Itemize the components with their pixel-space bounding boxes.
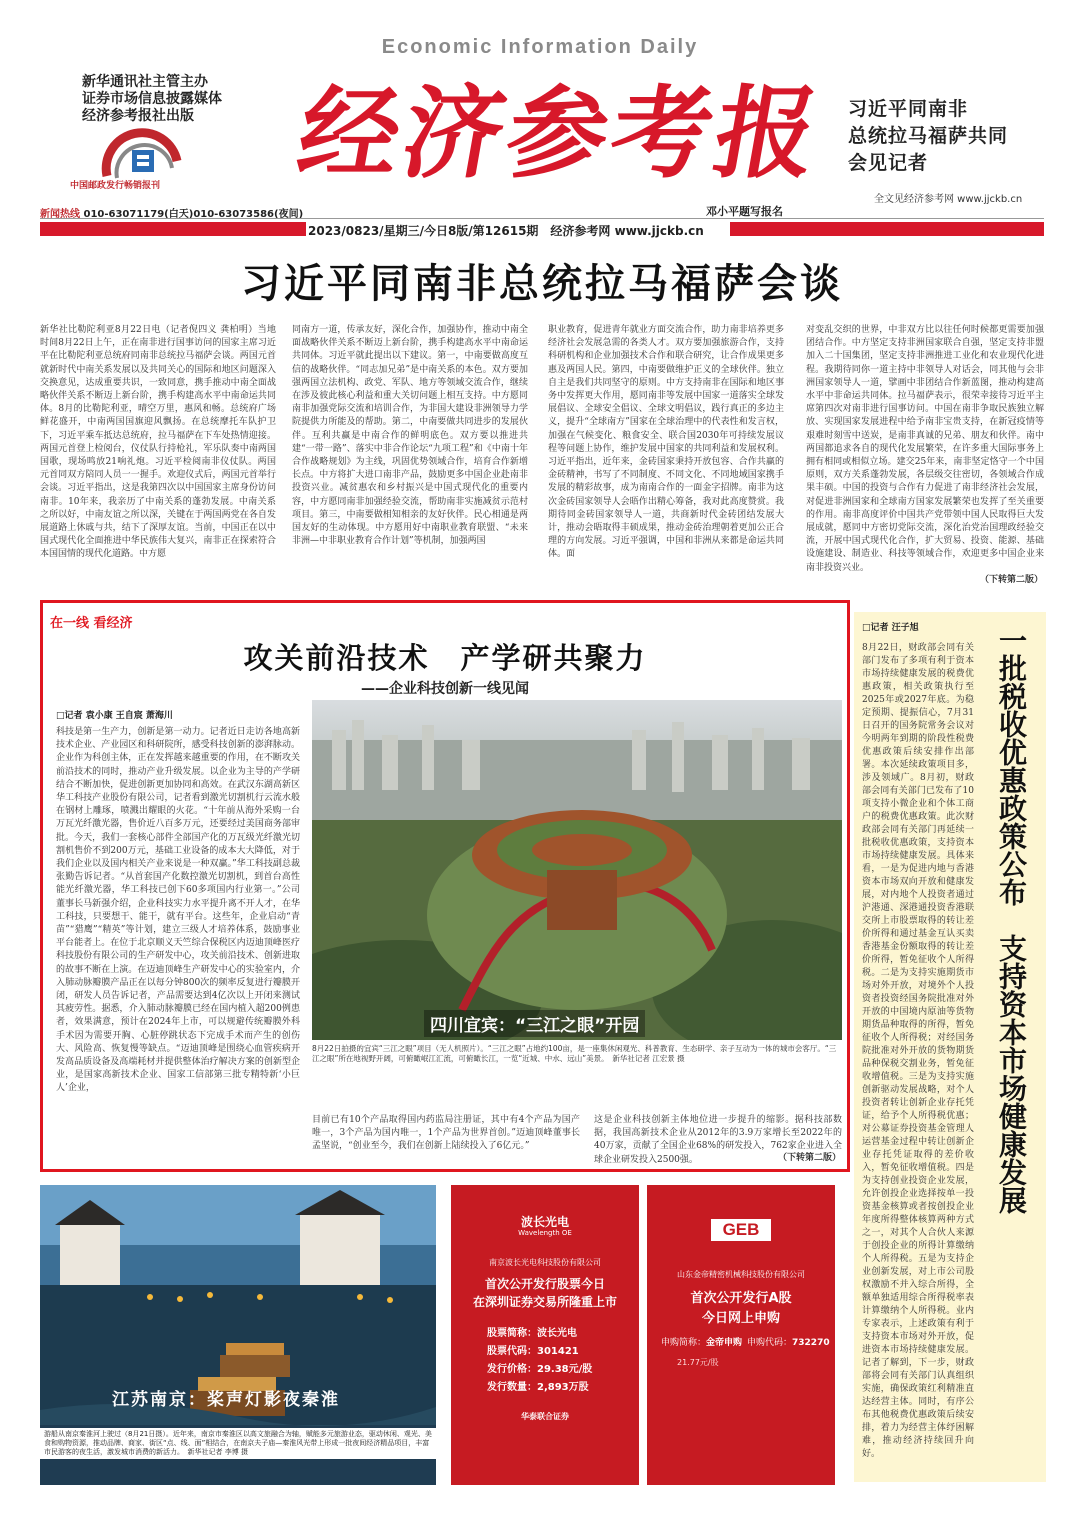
english-title: Economic Information Daily <box>381 36 699 58</box>
feature-byline: □记者 袁小康 王自宸 萧海川 <box>56 711 173 721</box>
nanjing-photo-title: 江苏南京：桨声灯影夜秦淮 <box>112 1390 340 1410</box>
geb-logo: GEB <box>711 1219 771 1241</box>
lead-headline[interactable]: 习近平同南非总统拉马福萨会谈 <box>241 261 843 307</box>
ad-company: 山东金帝精密机械科技股份有限公司 <box>677 1270 805 1279</box>
feature-headline[interactable]: 攻关前沿技术 产学研共聚力 <box>243 641 647 675</box>
publisher-info <box>82 74 222 125</box>
red-rule <box>730 222 1044 236</box>
publisher-line: 证券市场信息披露媒体 <box>82 91 222 107</box>
badge-caption: 中国邮政发行畅销报刊 <box>70 181 161 191</box>
aerial-photo-illustration <box>312 700 842 1040</box>
teaser-line: 总统拉马福萨共同 <box>848 125 1009 147</box>
nanjing-photo-caption: 游船从南京秦淮河上驶过（8月21日摄）。近年来，南京市秦淮区以高文旅融合为轴，赋能多元旅游业态，驱动休闲、观光、美食和购物资源，推动品牌、商家、街区“点、线、面”相结合，在南京夫子庙—秦淮风光带上形成一批夜间经济精品项目，丰富市民游客的夜生活，激发城市消费的新活力。 新华社记者 李博 摄 <box>40 1428 436 1459</box>
ad-row: 股票代码：301421 <box>487 1346 579 1357</box>
ad-headline: 首次公开发行A股 <box>690 1291 792 1306</box>
continue-note[interactable]: （下转第二版） <box>980 575 1044 585</box>
ad-row: 发行数量：2,893万股 <box>487 1382 589 1393</box>
lead-column: 职业教育，促进青年就业方面交流合作，助力南非培养更多经济社会发展急需的各类人才。双方要加强旅游合作，支持科研机构和企业加强技术合作和联合研究，让合作成果更多惠及两国人民。第四，中南要做维护正义的全球伙伴。独立自主是我们共同坚守的原则。中方支持南非在国际和地区事务中发挥更大作用，愿同南非等发展中国家一道落实全球发展倡议、全球安全倡议、全球文明倡议，践行真正的多边主义，提升“全球南方”国家在全球治理中的代表性和发言权，加强在气候变化、粮食安全、联合国2030年可持续发展议程等问题上协作，维护发展中国家的共同利益和发展权利。习近平指出，近年来，金砖国家秉持开放包容、合作共赢的金砖精神，书写了不同制度、不同文化、不同地域国家携手发展的精彩故事，成为南南合作的一面金字招牌。南非为这次金砖国家领导人会晤作出精心筹备，我对此高度赞赏。我期待同金砖国家领导人一道，共商新时代金砖团结发展大计，推动会晤取得丰硕成果，推动金砖治理朝着更加公正合理的方向发展。习近平强调，中国和非洲从来都是命运共同体。面 <box>548 325 784 560</box>
photo-title: 四川宜宾：“三江之眼”开园 <box>424 1010 645 1037</box>
publisher-line: 新华通讯社主管主办 <box>82 74 208 90</box>
teaser-line: 习近平同南非 <box>848 98 969 120</box>
ad-headline: 首次公开发行股票今日 <box>484 1277 605 1291</box>
publisher-line: 经济参考报社出版 <box>82 108 194 124</box>
ad-sponsor: 华泰联合证券 <box>521 1412 569 1421</box>
ad-company: 南京波长光电科技股份有限公司 <box>489 1258 601 1267</box>
top-right-teaser[interactable] <box>848 96 1008 177</box>
ad-price: 21.77元/股 <box>677 1358 719 1367</box>
photo-sanjiang-eye[interactable] <box>312 700 842 1040</box>
feature-body-continued: 这是企业科技创新主体地位进一步提升的缩影。据科技部数据，我国高新技术企业从2012年的3.9万家增长至2022年的40万家，贡献了全国企业68%的研发投入，762家企业进入全球企业研发投入2500强。 <box>594 1115 842 1164</box>
ad-headline: 在深圳证券交易所隆重上市 <box>472 1295 617 1309</box>
side-headline[interactable]: 一批税收优惠政策公布 支持资本市场健康发展 <box>995 626 1028 1214</box>
ad-row: 申购代码：732270 <box>747 1338 830 1348</box>
hotline-label: 新闻热线 <box>40 209 80 220</box>
hotline-numbers: 010-63071179(白天)010-63073586(夜间) <box>83 209 304 220</box>
red-rule <box>40 222 306 236</box>
masthead: 经济参考报 <box>289 74 831 192</box>
dateline-bar <box>40 218 1044 240</box>
photo-caption: 8月22日拍摄的宜宾“三江之眼”项目（无人机照片）。“三江之眼”占地约100亩，是一座集休闲观光、科普教育、生态研学、亲子互动为一体的城市会客厅。“三江之眼”所在地视野开阔，可俯瞰岷江汇流，可俯瞰长江，一览“近城、中水、远山”美景。 新华社记者 江宏景 摄 <box>312 1044 837 1063</box>
feature-body: 科技是第一生产力，创新是第一动力。记者近日走访各地高新技术企业、产业园区和科研院所，感受科技创新的澎湃脉动。企业作为科创主体，正在发挥越来越重要的作用，在不断攻关前沿技术的同时，推动产业升级发展。以企业为主导的产学研结合不断加快，促进创新更加协同和高效。在武汉东湖高新区华工科技产业股份有限公司，记者看到激光切割机行云流水般在钢材上雕琢，喷溅出耀眼的火花。“十年前从海外采购一台万瓦光纤激光器，售价近八百多万元，还要经过美国商务部审批。今天，我们一套核心部件全部国产化的万瓦级光纤激光切割机售价不到200万元，基础工业设备的成本大大降低，对于我们企业以及国内相关产业来说是一种双赢。”华工科技副总裁张勤告诉记者。“从首套国产化数控激光切割机，到首台高性能光纤激光器，华工科技已创下60多项国内行业第一。”公司董事长马新强介绍，企业科技实力水平提升离不开人才，在华工科技，只要想干、能干，就有平台。这些年，企业启动“青苗”“猎鹰”“精英”等计划，建立三级人才培养体系，鼓励事业平台能者上。在位于北京顺义天竺综合保税区内迈迪顶峰医疗科技股份有限公司的生产研发中心，攻关前沿技术、创新进取的故事不断在上演。在迈迪顶峰生产研发中心的实验室内，介入肺动脉瓣膜产品正在以每分钟800次的频率反复进行瓣膜开闭，研发人员告诉记者，产品需要达到4亿次以上开闭来测试其疲劳性。据悉，介入肺动脉瓣膜已经在国内植入超200例患者，效果满意，预计在2024年上市，可以规避传统瓣膜外科手术因为需要开胸、心脏停跳状态下完成手术而产生的创伤大、风险高、恢复慢等缺点。“迈迪顶峰是围绕心血管疾病开发高品质设备及高端耗材并提供整体治疗解决方案的创新型企业，是国家高新技术企业、国家工信部第三批专精特新‘小巨人’企业， <box>56 727 300 1094</box>
full-text-link[interactable]: 全文见经济参考网 www.jjckb.cn <box>874 194 1023 205</box>
ad-row: 股票简称：波长光电 <box>487 1328 577 1339</box>
lead-column: 同南方一道，传承友好，深化合作，加强协作，推动中南全面战略伙伴关系不断迈上新台阶，携手构建高水平中南命运共同体。习近平就此提出以下建议。第一，中南要做高度互信的战略伙伴。“同志加兄弟”是中南关系的本色。双方要加强两国立法机构、政党、军队、地方等领域交流合作，继续在涉及彼此核心利益和重大关切问题上相互支持。中方愿同南非加强党际交流和培训合作，为非国大建设非洲领导力学院提供力所能及的帮助。第二，中南要做共同进步的发展伙伴。互利共赢是中南合作的鲜明底色。双方要以推进共建“一带一路”、落实中非合作论坛“九项工程”和《中南十年合作战略规划》为主线，巩固优势领域合作，培育合作新增长点。中方将扩大进口南非产品，鼓励更多中国企业赴南非投资兴业。减贫惠农和乡村振兴是中国式现代化的重要内容，中方愿同南非加强经验交流，帮助南非实施减贫示范村项目。第三，中南要做相知相亲的友好伙伴。民心相通是两国友好的生动体现。中方愿用好中南职业教育联盟、“未来非洲—中非职业教育合作计划”等机制，加强两国 <box>292 325 528 547</box>
section-tag: 在一线 看经济 <box>50 616 133 631</box>
ad-brand: 波长光电 <box>520 1215 569 1229</box>
ad-stock-info <box>487 1325 592 1397</box>
ad-row: 申购简称：金帝申购 <box>661 1338 743 1348</box>
issue-info: 2023/0823/星期三/今日8版/第12615期 经济参考网 www.jjckb.cn <box>308 224 704 238</box>
ad-brand-en: Wavelength OE <box>518 1229 572 1237</box>
continue-note[interactable]: （下转第二版） <box>778 1153 842 1163</box>
masthead-credit: 邓小平题写报名 <box>706 205 783 218</box>
feature-body-continued: 目前已有10个产品取得国内药监局注册证，其中有4个产品为国产唯一，3个产品为国内唯一，1个产品为世界首创。”迈迪顶峰董事长孟坚说，“创业至今，我们在创新上陆续投入了6亿元。” <box>312 1115 580 1152</box>
lead-column: 对变乱交织的世界，中非双方比以往任何时候都更需要加强团结合作。中方坚定支持非洲国家联合自强，坚定支持非盟加入二十国集团，坚定支持非洲推进工业化和农业现代化进程。我期待同你一道主持中非领导人对话会，同其他与会非洲国家领导人一道，擘画中非团结合作新蓝图，推动构建高水平中非命运共同体。拉马福萨表示，很荣幸接待习近平主席第四次对南非进行国事访问。中国在南非争取民族独立解放、实现国家发展进程中给予南非宝贵支持，在新冠疫情等艰难时刻雪中送炭，是南非真诚的兄弟、朋友和伙伴。南中两国都追求各自的现代化发展繁荣，在许多重大国际事务上拥有相同或相似立场。建交25年来，南非坚定恪守一个中国原则，双方关系蓬勃发展，各层级交往密切，各领域合作成果丰硕。中国的投资与合作有力促进了南非经济社会发展，对促进非洲国家和全球南方国家发展繁荣也发挥了至关重要的作用。南非高度评价中国共产党带领中国人民取得巨大发展成就，愿同中方密切党际交流，深化治党治国理政经验交流，开展中国式现代化合作，扩大贸易、投资、能源、基础设施建设、制造业、科技等领域合作，欢迎更多中国企业来南非投资兴业。 <box>806 325 1044 573</box>
ad-row: 发行价格：29.38元/股 <box>487 1364 593 1375</box>
ipo-ad-geb[interactable] <box>647 1185 835 1485</box>
feature-subhead: ——企业科技创新一线见闻 <box>361 681 529 697</box>
ipo-ad-wavelength[interactable] <box>451 1185 639 1485</box>
lead-column: 新华社比勒陀利亚8月22日电（记者倪四义 龚柏明）当地时间8月22日上午，正在南非进行国事访问的国家主席习近平在比勒陀利亚总统府同南非总统拉马福萨会谈。两国元首就新时代中南关系发展以及共同关心的国际和地区问题深入交换意见，达成重要共识，一致同意，携手推动中南全面战略伙伴关系不断迈上新台阶，携手构建高水平中南命运共同体。8月的比勒陀利亚，晴空万里，惠风和畅。总统府广场鲜花盛开，中南两国国旗迎风飘扬。在总统摩托车队护卫下，习近平乘车抵达总统府，拉马福萨在下车处热情迎接。两国元首登上检阅台，仪仗队行持枪礼，军乐队奏中南两国国歌，现场鸣放21响礼炮。习近平检阅南非仪仗队。两国元首同双方陪同人员一一握手。欢迎仪式后，两国元首举行会谈。习近平指出，这是我第四次以中国国家主席身份访问南非。10年来，我亲历了中南关系的蓬勃发展。中南关系之所以好，中南友谊之所以深，关键在于两国两党在各自发展道路上休戚与共，结下了深厚友谊。当前，中国正在以中国式现代化全面推进中华民族伟大复兴，南非正在探索符合本国国情的现代化道路。中方愿 <box>40 325 276 560</box>
side-body: 8月22日，财政部会同有关部门发布了多项有利于资本市场持续健康发展的税费优惠政策，相关政策执行至2025年或2027年底。为稳定预期、提振信心，7月31日召开的国务院常务会议对今明两年到期的阶段性税费优惠政策后续安排作出部署。本次延续政策项目多，涉及领域广。8月初，财政部会同有关部门已发布了10项支持小微企业和个体工商户的税费优惠政策。此次财政部会同有关部门再延续一批税收优惠政策，支持资本市场持续健康发展。具体来看，一是为促进内地与香港资本市场双向开放和健康发展，对内地个人投资者通过沪港通、深港通投资香港联交所上市股票取得的转让差价所得和通过基金互认买卖香港基金份额取得的转让差价所得，暂免征收个人所得税。二是为支持实施期货市场对外开放，对境外个人投资者投资经国务院批准对外开放的中国境内原油等货物期货品种取得的所得，暂免征收个人所得税；对经国务院批准对外开放的货物期货品种保税交割业务，暂免征收增值税。三是为支持实施创新驱动发展战略，对个人投资者转让创新企业存托凭证，给予个人所得税优惠；对公募证券投资基金管理人运营基金过程中转让创新企业存托凭证取得的差价收入，暂免征收增值税。四是为支持创业投资企业发展，允许创投企业选择按单一投资基金核算或者按创投企业年度所得整体核算两种方式之一，对其个人合伙人来源于创投企业的所得计算缴纳个人所得税。五是为支持企业创新发展，对上市公司股权激励不并入综合所得，全额单独适用综合所得税率表计算缴纳个人所得税。业内专家表示，上述政策有利于支持资本市场对外开放，促进资本市场持续健康发展。记者了解到，下一步，财政部将会同有关部门认真组织实施，确保政策红利精准直达经营主体。同时，有序公布其他税费优惠政策后续安排，着力为经营主体纾困解难，推动经济持续回升向好。 <box>862 643 974 1459</box>
ad-headline: 今日网上申购 <box>701 1311 780 1326</box>
side-byline: □记者 汪子旭 <box>862 623 919 633</box>
teaser-line: 会见记者 <box>848 152 929 174</box>
